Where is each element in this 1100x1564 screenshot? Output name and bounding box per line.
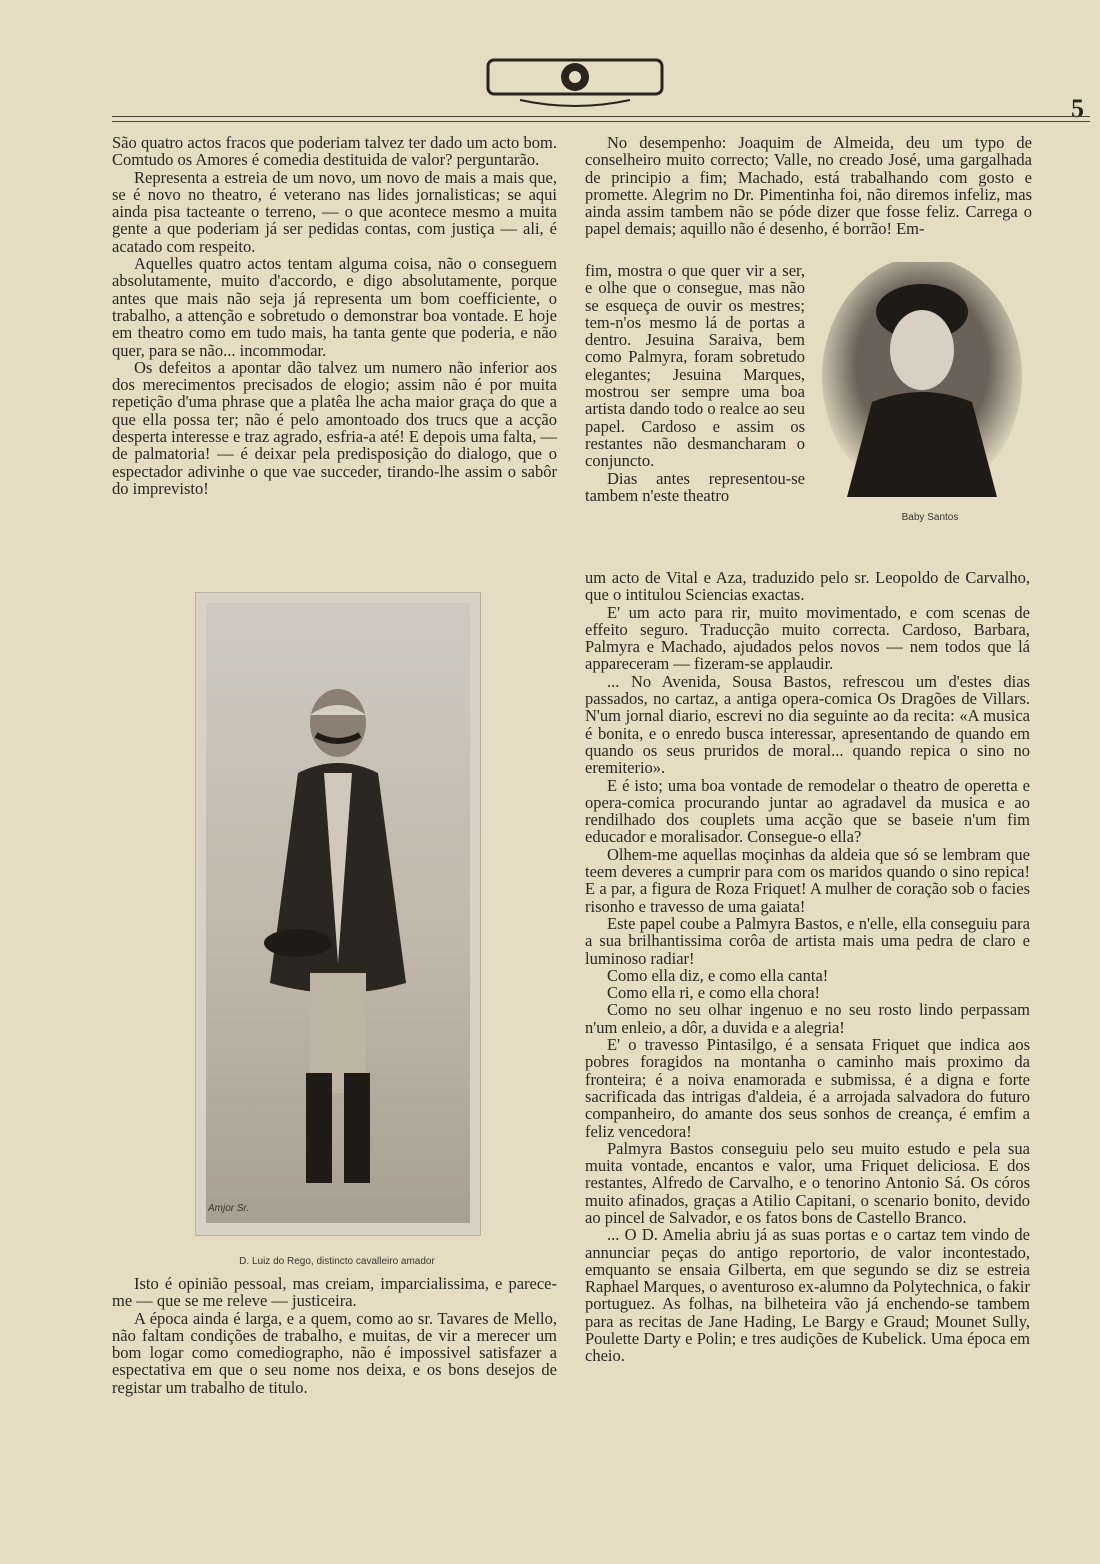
paragraph: Dias antes representou-se tambem n'este theatro	[585, 468, 805, 505]
paragraph: São quatro actos fracos que poderiam talvez ter dado um acto bom. Comtudo os Amores é comedia destituida de valor? perguntarão.	[112, 133, 557, 170]
masthead-ornament	[480, 52, 670, 112]
header-rule	[112, 116, 1090, 117]
portrait-caption: Baby Santos	[901, 512, 959, 523]
right-column-bottom	[585, 569, 1030, 1365]
paragraph: Olhem-me aquellas moçinhas da aldeia que só se lembram que teem deveres a cumprir para com os maridos quando o sino repica! E a par, a figura de Roza Friquet! A mulher de coração sob o facies risonho e travesso de uma gaiata!	[585, 844, 1030, 916]
header-rule	[112, 121, 1090, 122]
paragraph: E' um acto para rir, muito movimentado, e com scenas de effeito seguro. Traducção muito correcta. Cardoso, Barbara, Palmyra e Machado, ajudados pelos novos — nem todos que lá appareceram — fizeram-se applaudir.	[585, 602, 1030, 674]
paragraph: Aquelles quatro actos tentam alguma coisa, não o conseguem absolutamente, muito d'accordo, e digo absolutamente, porque antes que mais não seja já representa um bom coefficiente, o trabalho, a attenção e sobretudo o demonstrar boa vontade. E hoje em theatro como em tudo mais, ha tanta gente que poderia, e não quer, para se não... incommodar.	[112, 254, 557, 360]
paragraph: um acto de Vital e Aza, traduzido pelo sr. Leopoldo de Carvalho, que o intitulou Sciencias exactas.	[585, 568, 1030, 605]
portrait-baby-santos	[822, 262, 1022, 507]
paragraph: Palmyra Bastos conseguiu pelo seu muito estudo e pela sua muita vontade, encantos e valor, uma Friquet deliciosa. E dos restantes, Alfredo de Carvalho, e o tenorino Antonio Sá. Os córos muito afinados, graças a Atilio Capitani, o scenario bonito, devido ao pincel de Salvador, e os fatos bons de Castello Branco.	[585, 1138, 1030, 1227]
paragraph: Os defeitos a apontar dão talvez um numero não inferior aos dos merecimentos precisados de elogio; assim não é por muita repetição d'uma phrase que a platêa lhe acha maior graça do que a que ella possa ter; não é pelo amontoado dos trucs que a acção desperta interesse e traz agrado, esfria-a até! E depois uma falta, — de palmatoria! — é deixar pela predisposição do dialogo, que o espectador adivinhe o que vae succeder, tirando-lhe assim o sabôr do imprevisto!	[112, 357, 557, 498]
left-column-top	[112, 134, 557, 497]
paragraph: Representa a estreia de um novo, um novo de mais a mais que, se é novo no theatro, é veterano nas lides jornalisticas; se aqui ainda pisa tacteante o terreno, — o que acontece mesmo a muita gente a que poderiam já ser pedidas contas, com justiça — ali, é acatado com respeito.	[112, 167, 557, 256]
photo-image	[206, 603, 470, 1223]
paragraph: A época ainda é larga, e a quem, como ao sr. Tavares de Mello, não faltam condições de trabalho, e muitas, de vir a merecer um bom logar como comediographo, não é impossivel satisfazer a espectativa em que o seu nome nos deixa, e os bons desejos de registar um trabalho de titulo.	[112, 1308, 557, 1397]
photo-luiz-do-rego	[195, 592, 481, 1236]
paragraph: fim, mostra o que quer vir a ser, e olhe que o consegue, mas não se esqueça de ouvir os mestres; tem-n'os mesmo lá de portas a dentro. Jesuina Saraiva, bem como Palmyra, foram sobretudo elegantes; Jesuina Marques, mostrou ser sempre uma boa artista dando todo o realce ao seu papel. Cardoso e assim os restantes não desmancharam o conjuncto.	[585, 261, 805, 471]
woman-portrait-illustration	[822, 262, 1022, 507]
right-column-top	[585, 134, 1032, 238]
paragraph: E' o travesso Pintasilgo, é a sensata Friquet que indica aos pobres foragidos na montanha o caminho mais proximo da fronteira; é a noiva enamorada e submissa, é a digna e forte sacrificada das intrigas d'aldeia, é a arrojada salvadora do futuro companheiro, do amante dos seus sonhos de creança, é emfim a feliz vencedora!	[585, 1035, 1030, 1141]
left-column-bottom	[112, 1275, 557, 1396]
masthead-logo	[480, 52, 670, 112]
paragraph: Como ella diz, e como ella canta!	[607, 965, 829, 985]
paragraph: Como no seu olhar ingenuo e no seu rosto lindo perpassam n'um enleio, a dôr, a duvida e a alegria!	[585, 1000, 1030, 1037]
paragraph: E é isto; uma boa vontade de remodelar o theatro de operetta e opera-comica procurando juntar ao agradavel da musica e ao rendilhado dos couplets uma acção que se baseie n'um fim educador e moralisador. Consegue-o ella?	[585, 775, 1030, 847]
paragraph: Este papel coube a Palmyra Bastos, e n'elle, ella conseguiu para a sua brilhantissima corôa de artista mais uma pedra de claro e luminoso radiar!	[585, 913, 1030, 968]
photo-signature: Amjor Sr.	[208, 1203, 250, 1214]
right-column-float	[585, 262, 805, 504]
paragraph: ... No Avenida, Sousa Bastos, refrescou um d'estes dias passados, no cartaz, a antiga opera-comica Os Dragões de Villars. N'um jornal diario, escrevi no dia seguinte ao da recita: «A musica é bonita, e o enredo busca interessar, apresentando de quando em quando os seus pruridos de moral... quando repica o sino no eremiterio».	[585, 671, 1030, 778]
paragraph: Isto é opinião pessoal, mas creiam, imparcialissima, e parece-me — que se me releve — justiceira.	[112, 1274, 557, 1311]
paragraph: Como ella ri, e como ella chora!	[607, 983, 821, 1003]
paragraph: ... O D. Amelia abriu já as suas portas e o cartaz tem vindo de annunciar peças do antigo reportorio, de valor incontestado, emquanto se ensaia Gilberta, em que segundo se diz se estreia Raphael Marques, o aventuroso ex-alumno da Polytechnica, o fakir portuguez. As folhas, na bilheteira vão já enchendo-se tambem para as recitas de Jane Hading, Le Bargy e Graud; Mounet Sully, Poulette Darty e Polin; e tres audições de Kubelick. Uma época em cheio.	[585, 1225, 1030, 1366]
man-figure-illustration	[206, 603, 470, 1223]
photo-caption: D. Luiz do Rego, distincto cavalleiro amador	[239, 1256, 435, 1267]
paragraph: No desempenho: Joaquim de Almeida, deu um typo de conselheiro muito correcto; Valle, no creado José, uma gargalhada de principio a fim; Machado, está trabalhando com gosto e promette. Alegrim no Dr. Pimentinha foi, não diremos infeliz, mas ainda assim tambem não se póde dizer que fosse feliz. Carrega o papel demais; aquillo não é desenho, é borrão! Em-	[585, 133, 1032, 239]
page-number: 5	[1071, 94, 1084, 123]
